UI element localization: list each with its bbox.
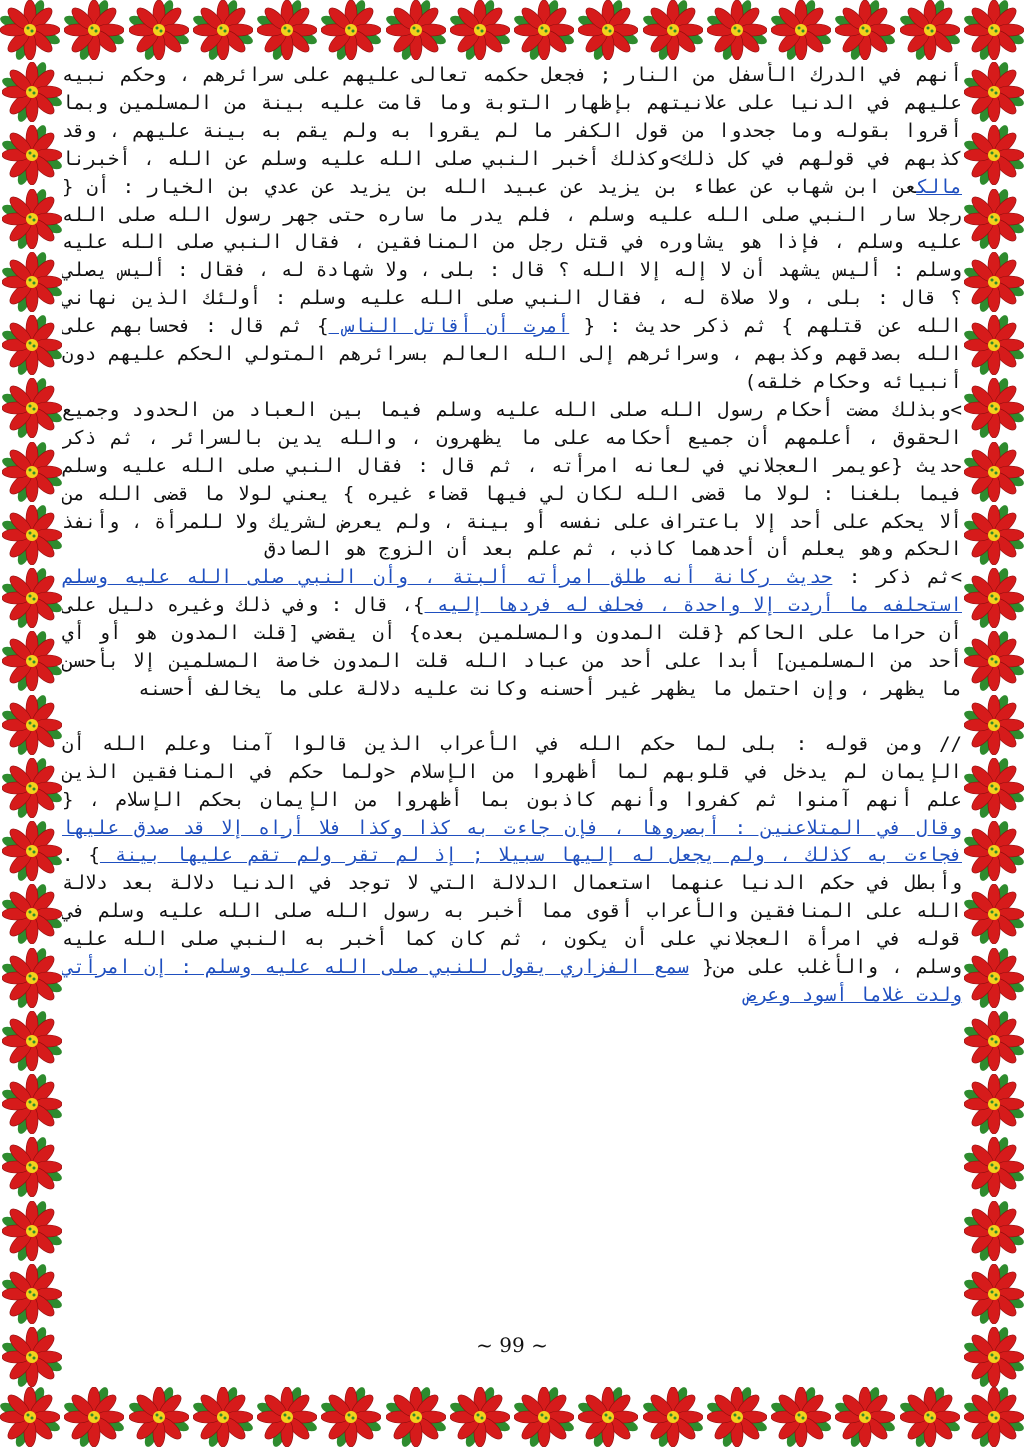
poinsettia-flower-icon xyxy=(964,948,1024,1008)
poinsettia-flower-icon xyxy=(0,0,60,60)
poinsettia-flower-icon xyxy=(964,315,1024,375)
poinsettia-flower-icon xyxy=(643,1387,703,1447)
poinsettia-flower-icon xyxy=(129,0,189,60)
poinsettia-flower-icon xyxy=(964,568,1024,628)
poinsettia-flower-icon xyxy=(257,0,317,60)
poinsettia-flower-icon xyxy=(900,0,960,60)
poinsettia-flower-icon xyxy=(964,1074,1024,1134)
page-number: ~ 99 ~ xyxy=(476,1333,548,1357)
hadith-link[interactable]: حديث ركانة أنه طلق امرأته ألبتة ، وأن النبي صلى الله عليه وسلم استحلفه ما أردت إلا واحدة ، فحلف له فردها إليه xyxy=(62,566,962,617)
poinsettia-flower-icon xyxy=(450,1387,510,1447)
poinsettia-flower-icon xyxy=(2,821,62,881)
border-bottom xyxy=(0,1387,1024,1449)
poinsettia-flower-icon xyxy=(964,695,1024,755)
poinsettia-flower-icon xyxy=(964,378,1024,438)
poinsettia-flower-icon xyxy=(964,252,1024,312)
poinsettia-flower-icon xyxy=(964,1011,1024,1071)
poinsettia-flower-icon xyxy=(321,0,381,60)
paragraph xyxy=(62,731,962,1010)
poinsettia-flower-icon xyxy=(193,1387,253,1447)
text-segment: أنهم في الدرك الأسفل من النار ; فجعل حكمه تعالى عليهم على سرائرهم ، وحكم نبيه عليهم في الدنيا على علانيتهم بإظهار التوبة وما قامت عليه بينة من المسلمين وبما أقروا بقوله وما جحدوا من قول الكفر ما لم يقروا به ولم يقم به بينة عليهم ، وقد كذبهم في قولهم في كل ذلك>وكذلك أخبر النبي صلى الله عليه وسلم عن الله ، أخبرنا xyxy=(62,64,962,170)
poinsettia-flower-icon xyxy=(964,821,1024,881)
poinsettia-flower-icon xyxy=(2,442,62,502)
poinsettia-flower-icon xyxy=(2,631,62,691)
poinsettia-flower-icon xyxy=(771,1387,831,1447)
poinsettia-flower-icon xyxy=(964,1264,1024,1324)
poinsettia-flower-icon xyxy=(2,758,62,818)
poinsettia-flower-icon xyxy=(2,315,62,375)
poinsettia-flower-icon xyxy=(2,695,62,755)
poinsettia-flower-icon xyxy=(2,1264,62,1324)
text-segment: } ثم قال : فحسابهم على الله بصدقهم وكذبهم ، وسرائرهم إلى الله العالم بسرائرهم المتولي الحكم عليهم دون أنبيائه وحكام خلقه) xyxy=(62,315,962,393)
poinsettia-flower-icon xyxy=(0,1387,60,1447)
hadith-link[interactable]: أمرت أن أقاتل الناس xyxy=(328,315,570,338)
poinsettia-flower-icon xyxy=(835,1387,895,1447)
poinsettia-flower-icon xyxy=(129,1387,189,1447)
poinsettia-flower-icon xyxy=(964,125,1024,185)
poinsettia-flower-icon xyxy=(2,189,62,249)
poinsettia-flower-icon xyxy=(964,189,1024,249)
border-top xyxy=(0,0,1024,62)
poinsettia-flower-icon xyxy=(386,0,446,60)
poinsettia-flower-icon xyxy=(964,1137,1024,1197)
paragraph-gap xyxy=(62,704,962,731)
poinsettia-flower-icon xyxy=(2,948,62,1008)
text-segment: } . وأبطل في حكم الدنيا عنهما استعمال الدلالة التي لا توجد في الدنيا دلالة بعد دلالة الله على المنافقين والأعراب أقوى مما أخبر به رسول الله صلى الله عليه وسلم في قوله في امرأة العجلاني على أن يكون ، ثم كان كما أخبر به النبي صلى الله عليه وسلم ، والأغلب على من{ xyxy=(62,844,962,979)
text-segment: >وبذلك مضت أحكام رسول الله صلى الله عليه وسلم فيما بين العباد من الحدود وجميع الحقوق ، أعلمهم أن جميع أحكامه على ما يظهرون ، والله يدين بالسرائر ، ثم ذكر حديث {عويمر العجلاني في لعانه امرأته ، ثم قال : فقال النبي صلى الله عليه وسلم فيما بلغنا : لولا ما قضى الله لكان لي فيها قضاء غيره } يعني لولا ما قضى الله من ألا يحكم على أحد إلا باعتراف على نفسه أو بينة ، ولم يعرض لشريك ولا للمرأة ، وأنفذ الحكم وهو يعلم أن أحدهما كاذب ، ثم علم بعد أن الزوج هو الصادق xyxy=(62,398,962,561)
border-left xyxy=(0,62,62,1387)
text-segment: عن ابن شهاب عن عطاء بن يزيد عن عبيد الله بن يزيد عن عدي بن الخيار : أن { رجلا سار النبي صلى الله عليه وسلم ، فلم يدر ما ساره حتى جهر رسول الله صلى الله عليه وسلم ، فإذا هو يشاوره في قتل رجل من المنافقين ، فقال النبي صلى الله عليه وسلم : أليس يشهد أن لا إله إلا الله ؟ قال : بلى ، ولا شهادة له ، فقال : أليس يصلي ؟ قال : بلى ، ولا صلاة له ، فقال النبي صلى الله عليه وسلم : أولئك الذين نهاني الله عن قتلهم } ثم ذكر حديث : { xyxy=(62,175,962,338)
paragraph xyxy=(62,564,962,704)
poinsettia-flower-icon xyxy=(707,0,767,60)
hadith-link[interactable]: سمع الفزاري يقول للنبي صلى الله عليه وسلم : إن امرأتي ولدت غلاما أسود وعرض xyxy=(62,956,962,1006)
text-segment: }، قال : وفي ذلك وغيره دليل على أن حراما على الحاكم {قلت المدون والمسلمين بعده} أن يقضي [قلت المدون هو أو أي أحد من المسلمين] أبدا على أحد من عباد الله قلت المدون خاصة المسلمين إلا بأحسن ما يظهر ، وإن احتمل ما يظهر غير أحسنه وكانت عليه دلالة على ما يخالف أحسنه xyxy=(62,594,962,700)
poinsettia-flower-icon xyxy=(514,0,574,60)
text-segment: // ومن قوله : بلى لما حكم الله في الأعراب الذين قالوا آمنا وعلم الله أن الإيمان لم يدخل في قلوبهم لما أظهروا من الإسلام <ولما حكم في المنافقين الذين علم أنهم آمنوا ثم كفروا وأنهم كاذبون بما أظهروا من الإيمان بحكم الإسلام ، { xyxy=(62,732,962,811)
poinsettia-flower-icon xyxy=(321,1387,381,1447)
poinsettia-flower-icon xyxy=(771,0,831,60)
poinsettia-flower-icon xyxy=(64,0,124,60)
poinsettia-flower-icon xyxy=(2,505,62,565)
poinsettia-flower-icon xyxy=(64,1387,124,1447)
poinsettia-flower-icon xyxy=(514,1387,574,1447)
text-segment: >ثم ذكر : xyxy=(832,566,962,589)
poinsettia-flower-icon xyxy=(578,1387,638,1447)
poinsettia-flower-icon xyxy=(193,0,253,60)
poinsettia-flower-icon xyxy=(2,252,62,312)
poinsettia-flower-icon xyxy=(2,125,62,185)
poinsettia-flower-icon xyxy=(964,442,1024,502)
poinsettia-flower-icon xyxy=(2,62,62,122)
poinsettia-flower-icon xyxy=(964,62,1024,122)
poinsettia-flower-icon xyxy=(964,505,1024,565)
poinsettia-flower-icon xyxy=(835,0,895,60)
border-right xyxy=(962,62,1024,1387)
poinsettia-flower-icon xyxy=(964,0,1024,60)
poinsettia-flower-icon xyxy=(707,1387,767,1447)
paragraph xyxy=(62,62,962,397)
poinsettia-flower-icon xyxy=(578,0,638,60)
poinsettia-flower-icon xyxy=(450,0,510,60)
poinsettia-flower-icon xyxy=(386,1387,446,1447)
poinsettia-flower-icon xyxy=(964,1387,1024,1447)
hadith-link[interactable]: مالك xyxy=(916,175,962,198)
poinsettia-flower-icon xyxy=(2,1201,62,1261)
poinsettia-flower-icon xyxy=(643,0,703,60)
poinsettia-flower-icon xyxy=(900,1387,960,1447)
arabic-text-body xyxy=(62,62,962,1010)
poinsettia-flower-icon xyxy=(2,378,62,438)
poinsettia-flower-icon xyxy=(257,1387,317,1447)
poinsettia-flower-icon xyxy=(964,1201,1024,1261)
poinsettia-flower-icon xyxy=(2,1074,62,1134)
poinsettia-flower-icon xyxy=(964,884,1024,944)
poinsettia-flower-icon xyxy=(2,1137,62,1197)
hadith-link[interactable]: وقال في المتلاعنين : أبصروها ، فإن جاءت به كذا وكذا فلا أراه إلا قد صدق عليها فجاءت به كذلك ، ولم يجعل له إليها سبيلا ; إذ لم تقر ولم تقم عليها بينة xyxy=(62,816,962,867)
poinsettia-flower-icon xyxy=(964,631,1024,691)
paragraph xyxy=(62,397,962,564)
poinsettia-flower-icon xyxy=(2,1011,62,1071)
poinsettia-flower-icon xyxy=(2,884,62,944)
poinsettia-flower-icon xyxy=(2,568,62,628)
poinsettia-flower-icon xyxy=(964,758,1024,818)
page-content xyxy=(62,62,962,1382)
